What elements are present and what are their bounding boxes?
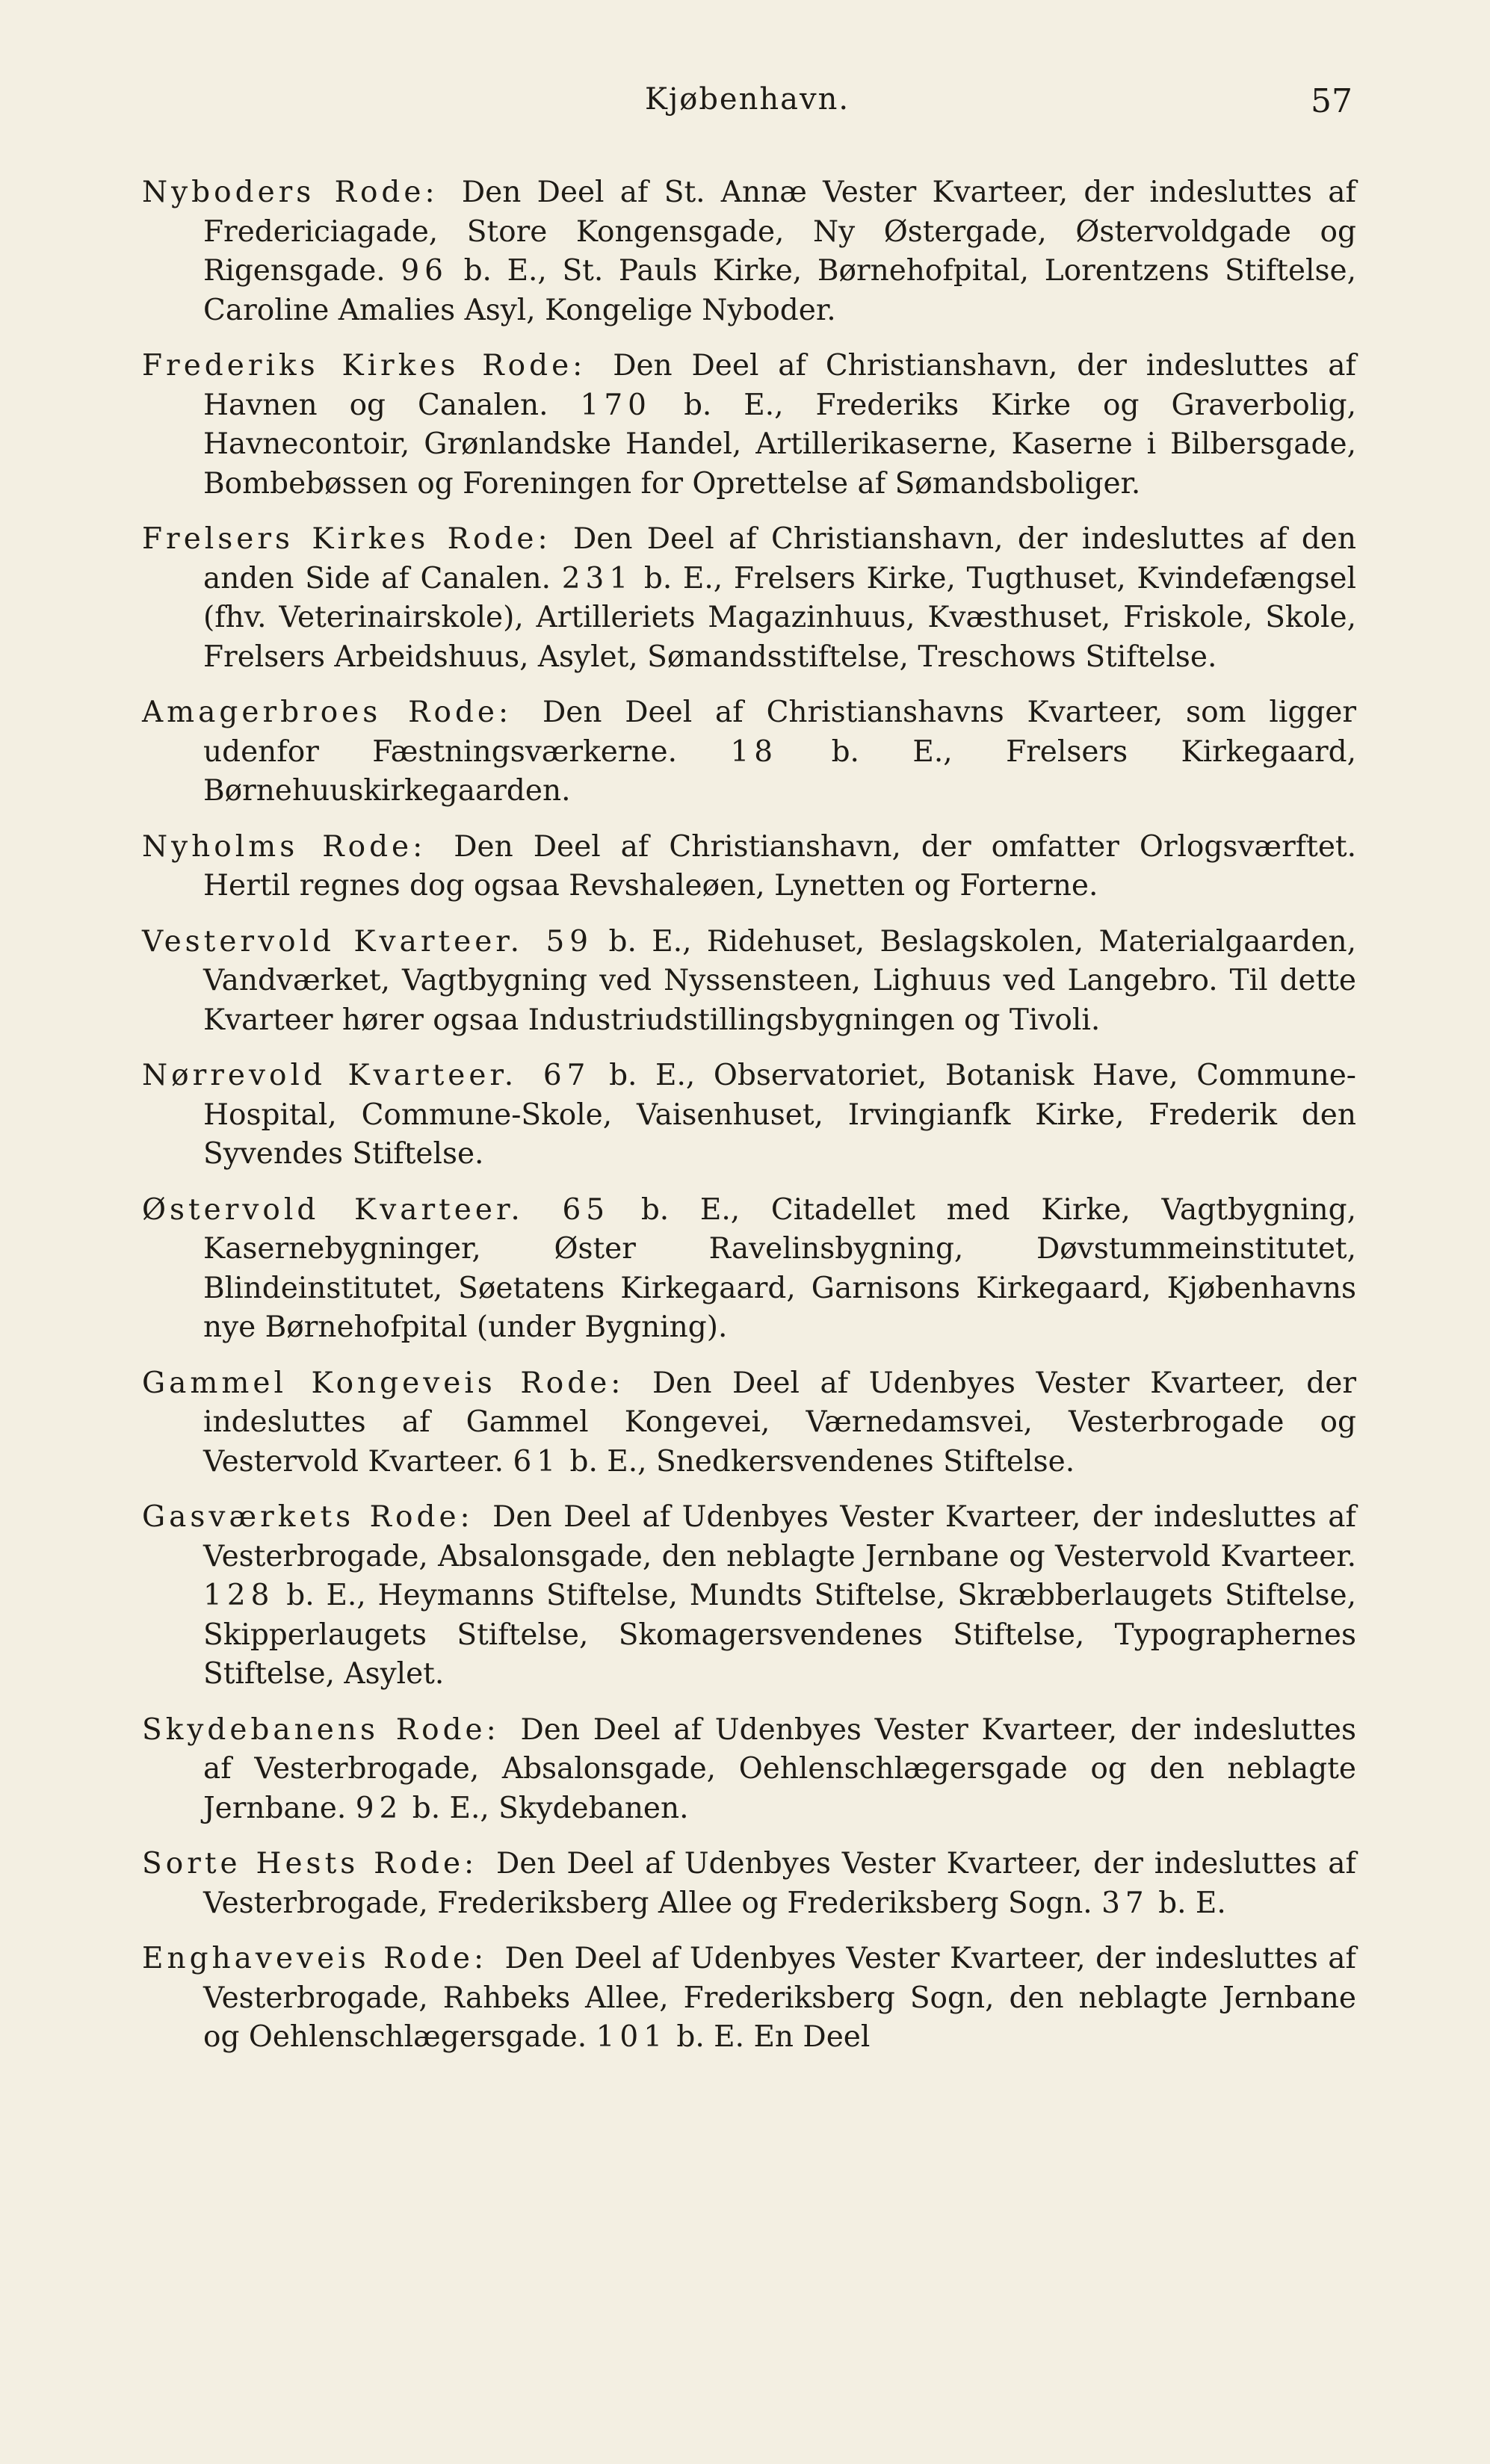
entry-text: Den Deel af Udenbyes Vester Kvarteer, der indesluttes af Vesterbrogade, Absalonsgade, Oehlenschlægersgade og den neblagte Jernbane. <box>203 1712 1356 1825</box>
running-title: Kjøbenhavn. <box>644 82 850 117</box>
entry-count: 170 <box>580 388 652 422</box>
entry-gasvaerkets-rode <box>142 1498 1356 1694</box>
entry-heading: Gammel Kongeveis Rode: <box>142 1366 625 1400</box>
entry-ostervold-kvarteer <box>142 1191 1356 1348</box>
page-number: 57 <box>1311 82 1353 120</box>
entry-text-after: b. E., Frelsers Kirke, Tugthuset, Kvindefængsel (fhv. Veterinairskole), Artilleriets Magazinhuus, Kvæsthuset, Friskole, Skole, Frelsers Arbeidshuus, Asylet, Sømandsstiftelse, Treschows Stiftelse. <box>203 561 1356 674</box>
entry-skydebanens-rode <box>142 1711 1356 1829</box>
entry-text: Den Deel af Christianshavns Kvarteer, som ligger udenfor Fæstningsværkerne. <box>203 696 1356 769</box>
entry-text: Den Deel af Udenbyes Vester Kvarteer, der indesluttes af Vesterbrogade, Absalonsgade, den neblagte Jernbane og Vestervold Kvarteer. <box>203 1500 1356 1573</box>
entry-text-after: b. E., Ridehuset, Beslagskolen, Materialgaarden, Vandværket, Vagtbygning ved Nyssensteen, Lighuus ved Langebro. Til dette Kvarteer hører ogsaa Industriudstillingsbygningen og Tivoli. <box>203 924 1356 1037</box>
running-head <box>142 82 1353 127</box>
entry-norrevold-kvarteer <box>142 1056 1356 1174</box>
entry-text: Den Deel af Udenbyes Vester Kvarteer, der indesluttes af Vesterbrogade, Rahbeks Allee, Frederiksberg Sogn, den neblagte Jernbane og Oehlenschlægersgade. <box>203 1942 1356 2054</box>
entry-text-after: b. E. <box>1158 1886 1226 1920</box>
entry-amagerbroes-rode <box>142 693 1356 811</box>
entry-text-after: b. E., Observatoriet, Botanisk Have, Commune-Hospital, Commune-Skole, Vaisenhuset, Irvingianfk Kirke, Frederik den Syvendes Stiftelse. <box>203 1059 1356 1171</box>
entry-heading: Enghaveveis Rode: <box>142 1942 488 1975</box>
entry-heading: Vestervold Kvarteer. <box>142 924 524 959</box>
entry-count: 59 <box>545 924 594 959</box>
entry-text-after: b. E., Snedkersvendenes Stiftelse. <box>569 1444 1075 1479</box>
entry-count: 92 <box>355 1791 404 1825</box>
entry-heading: Nyholms Rode: <box>142 829 427 864</box>
entry-text-after: b. E., Citadellet med Kirke, Vagtbygning, Kasernebygninger, Øster Ravelinsbygning, Døvstummeinstitutet, Blindeinstitutet, Søetatens Kirkegaard, Garnisons Kirkegaard, Kjøbenhavns nye Børnehofpital (under Bygning). <box>203 1192 1356 1344</box>
entry-count: 96 <box>401 254 448 288</box>
entry-count: 37 <box>1101 1886 1149 1920</box>
entry-count: 18 <box>730 734 779 769</box>
entry-text-after: b. E., Heymanns Stiftelse, Mundts Stiftelse, Skræbberlaugets Stiftelse, Skipperlaugets Stiftelse, Skomagersvendenes Stiftelse, Typographernes Stiftelse, Asylet. <box>203 1579 1356 1691</box>
entry-count: 231 <box>561 561 634 595</box>
entry-sorte-hests-rode <box>142 1845 1356 1923</box>
entry-nyboders-rode <box>142 173 1356 330</box>
entry-heading: Østervold Kvarteer. <box>142 1192 524 1227</box>
entry-heading: Sorte Hests Rode: <box>142 1847 478 1880</box>
entry-text: Den Deel af Christianshavn, der omfatter Orlogsværftet. Hertil regnes dog ogsaa Revshaleøen, Lynetten og Forterne. <box>203 829 1356 903</box>
entry-text-after: b. E., St. Pauls Kirke, Børnehofpital, Lorentzens Stiftelse, Caroline Amalies Asyl, Kongelige Nyboder. <box>203 254 1356 327</box>
entry-count: 65 <box>562 1192 610 1227</box>
entry-heading: Gasværkets Rode: <box>142 1500 474 1534</box>
entry-heading: Nyboders Rode: <box>142 176 439 209</box>
entry-count: 128 <box>203 1579 275 1612</box>
entry-text: Den Deel af Christianshavn, der indesluttes af den anden Side af Canalen. <box>203 522 1357 595</box>
entry-heading: Skydebanens Rode: <box>142 1712 500 1747</box>
entry-count: 101 <box>596 2020 668 2054</box>
entry-text-after: b. E., Frederiks Kirke og Graverbolig, Havnecontoir, Grønlandske Handel, Artillerikaserne, Kaserne i Bilbersgade, Bombebøssen og Foreningen for Oprettelse af Sømandsboliger. <box>203 388 1356 501</box>
entry-heading: Nørrevold Kvarteer. <box>142 1059 518 1092</box>
page-body <box>142 173 1356 2074</box>
entry-gammel-kongeveis-rode <box>142 1364 1356 1482</box>
entry-vestervold-kvarteer <box>142 923 1356 1041</box>
entry-text-after: b. E., Frelsers Kirkegaard, Børnehuuskirkegaarden. <box>203 734 1356 808</box>
entry-count: 61 <box>513 1444 561 1479</box>
entry-heading: Frederiks Kirkes Rode: <box>142 349 587 383</box>
entry-heading: Frelsers Kirkes Rode: <box>142 522 551 556</box>
entry-text: Den Deel af Udenbyes Vester Kvarteer, der indesluttes af Gammel Kongevei, Værnedamsvei, Vesterbrogade og Vestervold Kvarteer. <box>203 1366 1356 1479</box>
entry-text: Den Deel af St. Annæ Vester Kvarteer, der indesluttes af Fredericiagade, Store Kongensgade, Ny Østergade, Østervoldgade og Rigensgade. <box>203 176 1356 288</box>
entry-enghaveveis-rode <box>142 1940 1356 2058</box>
entry-heading: Amagerbroes Rode: <box>142 696 513 729</box>
entry-count: 67 <box>542 1059 591 1092</box>
entry-nyholms-rode <box>142 828 1356 906</box>
entry-text-after: b. E. En Deel <box>676 2020 871 2054</box>
entry-text: Den Deel af Christianshavn, der indesluttes af Havnen og Canalen. <box>203 349 1356 422</box>
entry-frelsers-kirkes-rode <box>142 520 1356 677</box>
entry-text: Den Deel af Udenbyes Vester Kvarteer, der indesluttes af Vesterbrogade, Frederiksberg Allee og Frederiksberg Sogn. <box>203 1847 1356 1920</box>
entry-frederiks-kirkes-rode <box>142 347 1356 504</box>
entry-text-after: b. E., Skydebanen. <box>412 1791 689 1825</box>
